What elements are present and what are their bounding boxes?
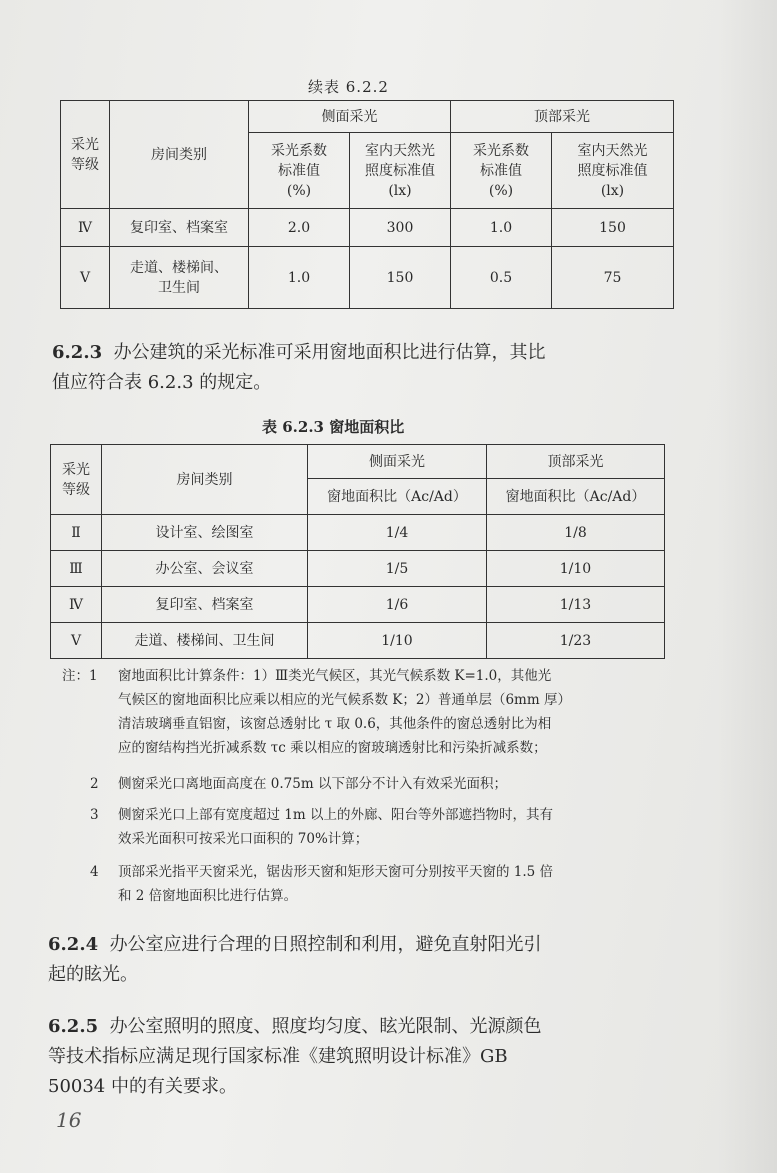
- note-line: 效采光面积可按采光口面积的 70%计算；: [118, 831, 369, 847]
- header-text: 室内天然光: [577, 142, 648, 159]
- note-line: 窗地面积比计算条件：1）Ⅲ类光气候区，其光气候系数 K=1.0，其他光: [118, 668, 552, 684]
- room-cell: 走道、楼梯间、卫生间: [102, 623, 308, 659]
- note-number: 3: [90, 807, 99, 823]
- value-cell: 1/10: [487, 551, 665, 587]
- table-caption: 表 6.2.3 窗地面积比: [262, 418, 405, 436]
- note-line: 顶部采光指平天窗采光，锯齿形天窗和矩形天窗可分别按平天窗的 1.5 倍: [118, 864, 554, 880]
- header-cell: [552, 133, 674, 209]
- note-line: 清洁玻璃垂直铝窗，该窗总透射比 τ 取 0.6，其他条件的窗总透射比为相: [118, 716, 552, 732]
- value-cell: 1/23: [487, 623, 665, 659]
- header-text: 标准值: [480, 162, 522, 179]
- value-cell: 1/13: [487, 587, 665, 623]
- header-text: 等级: [62, 481, 90, 498]
- header-cell: [451, 133, 552, 209]
- table-row: [51, 515, 665, 551]
- value-cell: 300: [350, 209, 451, 247]
- note-1: [118, 664, 698, 760]
- header-cell: 顶部采光: [451, 101, 674, 133]
- room-cell: 办公室、会议室: [102, 551, 308, 587]
- header-cell: [51, 445, 102, 515]
- clause-text: 值应符合表 6.2.3 的规定。: [52, 372, 272, 393]
- clause-text: 办公室照明的照度、照度均匀度、眩光限制、光源颜色: [109, 1016, 542, 1037]
- header-text: (lx): [600, 182, 625, 199]
- note-line: 侧窗采光口上部有宽度超过 1m 以上的外廊、阳台等外部遮挡物时，其有: [118, 807, 553, 823]
- table-caption: 续表 6.2.2: [308, 78, 389, 96]
- note-number: 2: [90, 776, 99, 792]
- header-text: (%): [488, 182, 514, 199]
- clause-text: 办公建筑的采光标准可采用窗地面积比进行估算，其比: [113, 342, 546, 363]
- header-cell: 窗地面积比（Ac/Ad）: [487, 479, 665, 515]
- note-line: 气候区的窗地面积比应乘以相应的光气候系数 K；2）普通单层（6mm 厚）: [118, 692, 571, 708]
- table-row: [51, 623, 665, 659]
- room-cell: [110, 247, 249, 309]
- header-cell: 窗地面积比（Ac/Ad）: [308, 479, 487, 515]
- page-number: 16: [56, 1108, 82, 1132]
- value-cell: 2.0: [249, 209, 350, 247]
- table-row: [51, 551, 665, 587]
- grade-cell: Ⅳ: [51, 587, 102, 623]
- header-cell: 侧面采光: [249, 101, 451, 133]
- value-cell: 1.0: [249, 247, 350, 309]
- note-4: [118, 860, 698, 908]
- header-text: 照度标准值: [577, 162, 648, 179]
- value-cell: 75: [552, 247, 674, 309]
- clause-text: 起的眩光。: [48, 964, 138, 985]
- value-cell: 1/6: [308, 587, 487, 623]
- grade-cell: Ⅲ: [51, 551, 102, 587]
- header-text: 室内天然光: [365, 142, 435, 159]
- value-cell: 0.5: [451, 247, 552, 309]
- clause-6-2-3: [52, 338, 692, 398]
- note-line: 应的窗结构挡光折减系数 τc 乘以相应的窗玻璃透射比和污染折减系数；: [118, 740, 547, 756]
- header-text: 采光: [71, 136, 99, 153]
- room-cell: 复印室、档案室: [102, 587, 308, 623]
- header-text: 标准值: [278, 162, 320, 179]
- value-cell: 1/10: [308, 623, 487, 659]
- grade-cell: Ⅴ: [51, 623, 102, 659]
- value-cell: 1/8: [487, 515, 665, 551]
- grade-cell: Ⅴ: [61, 247, 110, 309]
- window-floor-ratio-table: [50, 444, 665, 659]
- clause-number: 6.2.3: [52, 342, 103, 363]
- header-text: (%): [286, 182, 312, 199]
- grade-cell: Ⅱ: [51, 515, 102, 551]
- header-text: 采光系数: [473, 142, 529, 159]
- table-row: [61, 247, 674, 309]
- clause-6-2-4: [48, 930, 688, 990]
- header-text: 照度标准值: [365, 162, 435, 179]
- daylight-standard-table: [60, 100, 674, 309]
- page-edge-shadow: [717, 0, 777, 1173]
- room-cell: 复印室、档案室: [110, 209, 249, 247]
- header-text: 等级: [71, 156, 99, 173]
- clause-text: 办公室应进行合理的日照控制和利用，避免直射阳光引: [109, 934, 542, 955]
- room-text: 走道、楼梯间、: [130, 259, 228, 276]
- table-row: [51, 587, 665, 623]
- value-cell: 1/5: [308, 551, 487, 587]
- value-cell: 150: [552, 209, 674, 247]
- note-2: [118, 772, 698, 796]
- header-cell: 侧面采光: [308, 445, 487, 479]
- value-cell: 150: [350, 247, 451, 309]
- header-cell: [249, 133, 350, 209]
- grade-cell: Ⅳ: [61, 209, 110, 247]
- clause-number: 6.2.4: [48, 934, 99, 955]
- table-row: [61, 209, 674, 247]
- header-text: 采光: [62, 461, 90, 478]
- header-text: (lx): [388, 182, 412, 199]
- header-cell: [61, 101, 110, 209]
- value-cell: 1.0: [451, 209, 552, 247]
- note-number: 4: [90, 864, 99, 880]
- value-cell: 1/4: [308, 515, 487, 551]
- note-3: [118, 803, 698, 851]
- note-line: 侧窗采光口离地面高度在 0.75m 以下部分不计入有效采光面积；: [118, 776, 507, 792]
- room-cell: 设计室、绘图室: [102, 515, 308, 551]
- clause-number: 6.2.5: [48, 1016, 99, 1037]
- header-cell: 顶部采光: [487, 445, 665, 479]
- header-cell: 房间类别: [102, 445, 308, 515]
- header-cell: 房间类别: [110, 101, 249, 209]
- header-cell: [350, 133, 451, 209]
- room-text: 卫生间: [158, 279, 200, 296]
- notes-label: 注：1: [62, 668, 98, 684]
- note-line: 和 2 倍窗地面积比进行估算。: [118, 888, 298, 904]
- clause-6-2-5: [48, 1012, 688, 1102]
- clause-text: 等技术指标应满足现行国家标准《建筑照明设计标准》GB: [48, 1046, 508, 1067]
- header-text: 采光系数: [271, 142, 327, 159]
- clause-text: 50034 中的有关要求。: [48, 1076, 237, 1097]
